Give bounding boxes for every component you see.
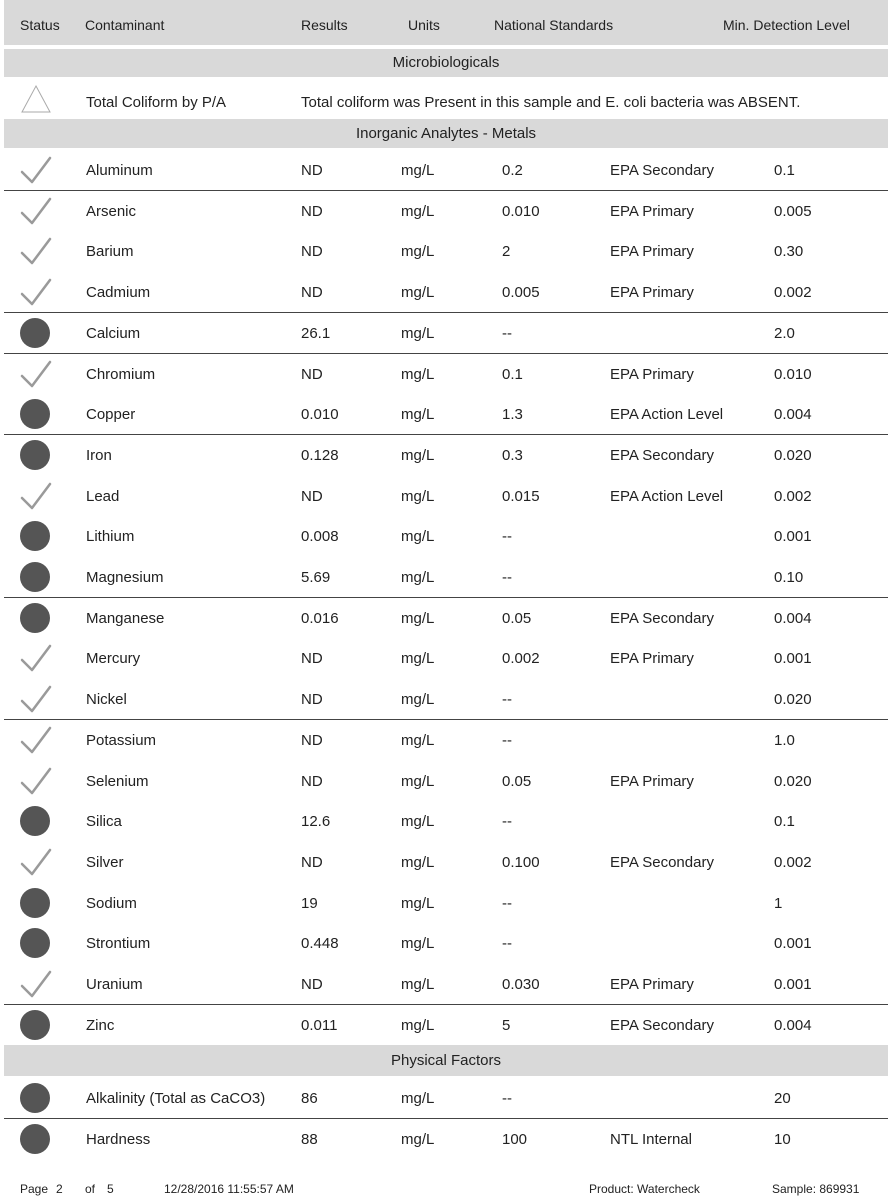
header-national-standards: National Standards: [494, 17, 614, 33]
contaminant-name: Aluminum: [86, 162, 153, 179]
status-dot-icon: [20, 603, 50, 633]
status-dot-icon: [20, 562, 50, 592]
result-value: 0.008: [301, 528, 339, 546]
section-metals: Inorganic Analytes - Metals: [4, 119, 888, 148]
unit-value: mg/L: [401, 528, 435, 546]
checkmark-icon: [20, 481, 50, 511]
contaminant-name: Chromium: [86, 365, 156, 383]
mdl-value: 0.1: [774, 162, 795, 179]
mdl-value: 0.020: [774, 772, 812, 790]
unit-value: mg/L: [401, 1090, 435, 1107]
result-value: 0.128: [301, 446, 339, 464]
header-status: Status: [20, 17, 60, 33]
unit-value: mg/L: [401, 365, 435, 383]
result-value: ND: [301, 365, 323, 383]
table-row: [4, 800, 888, 841]
standard-value: 0.100: [502, 853, 540, 871]
standard-value: 0.3: [502, 446, 523, 464]
table-row: [4, 434, 888, 475]
result-value: 88: [301, 1130, 318, 1148]
contaminant-name: Potassium: [86, 731, 157, 749]
coliform-name: Total Coliform by P/A: [86, 94, 227, 111]
standard-value: 0.010: [502, 202, 540, 220]
table-row: [4, 271, 888, 313]
standard-type: EPA Action Level: [610, 406, 724, 424]
standard-value: 0.1: [502, 365, 523, 383]
standard-value: --: [502, 528, 512, 546]
mdl-value: 0.005: [774, 202, 812, 220]
standard-value: --: [502, 1090, 512, 1107]
table-row: [4, 230, 888, 271]
standard-value: 0.05: [502, 609, 532, 627]
mdl-value: 10: [774, 1130, 791, 1148]
contaminant-name: Magnesium: [86, 569, 164, 586]
result-value: ND: [301, 650, 323, 668]
table-row: [4, 882, 888, 923]
result-value: 0.010: [301, 406, 339, 424]
footer-timestamp: 12/28/2016 11:55:57 AM: [164, 1182, 294, 1196]
unit-value: mg/L: [401, 284, 435, 302]
mdl-value: 1: [774, 894, 783, 912]
standard-value: 2: [502, 243, 511, 261]
mdl-value: 1.0: [774, 731, 795, 749]
mdl-value: 0.001: [774, 935, 812, 953]
header-min-detection-level: Min. Detection Level: [723, 17, 850, 33]
table-row: [4, 515, 888, 556]
standard-value: 0.015: [502, 487, 540, 505]
result-value: ND: [301, 772, 323, 790]
mdl-value: 0.004: [774, 1016, 812, 1034]
result-value: ND: [301, 162, 323, 179]
contaminant-name: Silica: [86, 813, 122, 831]
standard-value: --: [502, 935, 512, 953]
table-row: [4, 393, 888, 435]
standard-value: 5: [502, 1016, 511, 1034]
unit-value: mg/L: [401, 691, 435, 709]
unit-value: mg/L: [401, 406, 435, 424]
standard-value: 1.3: [502, 406, 523, 424]
contaminant-name: Cadmium: [86, 284, 151, 302]
checkmark-icon: [20, 725, 50, 755]
standard-value: --: [502, 569, 512, 586]
footer-product: Product: Watercheck: [589, 1182, 700, 1196]
unit-value: mg/L: [401, 569, 435, 586]
unit-value: mg/L: [401, 1130, 435, 1148]
standard-value: 0.002: [502, 650, 540, 668]
standard-type: EPA Primary: [610, 650, 694, 668]
mdl-value: 0.020: [774, 691, 812, 709]
section-physical-factors: Physical Factors: [4, 1045, 888, 1076]
mdl-value: 0.004: [774, 609, 812, 627]
contaminant-name: Uranium: [86, 976, 143, 993]
contaminant-name: Sodium: [86, 894, 137, 912]
status-dot-icon: [20, 399, 50, 429]
contaminant-name: Selenium: [86, 772, 149, 790]
mdl-value: 0.002: [774, 284, 812, 302]
mdl-value: 0.001: [774, 528, 812, 546]
unit-value: mg/L: [401, 1016, 435, 1034]
table-row: [4, 1004, 888, 1045]
standard-type: EPA Primary: [610, 243, 694, 261]
standard-value: 0.2: [502, 162, 523, 179]
unit-value: mg/L: [401, 446, 435, 464]
unit-value: mg/L: [401, 935, 435, 953]
mdl-value: 0.30: [774, 243, 804, 261]
contaminant-name: Calcium: [86, 324, 141, 342]
contaminant-name: Manganese: [86, 609, 165, 627]
mdl-value: 0.10: [774, 569, 804, 586]
checkmark-icon: [20, 277, 50, 307]
status-dot-icon: [20, 1083, 50, 1113]
contaminant-name: Zinc: [86, 1016, 115, 1034]
table-header: [4, 0, 888, 45]
standard-type: EPA Secondary: [610, 446, 714, 464]
standard-value: 0.05: [502, 772, 532, 790]
standard-type: EPA Primary: [610, 284, 694, 302]
unit-value: mg/L: [401, 731, 435, 749]
standard-type: EPA Secondary: [610, 1016, 714, 1034]
standard-value: 0.030: [502, 976, 540, 993]
contaminant-name: Mercury: [86, 650, 141, 668]
section-microbiologicals: Microbiologicals: [4, 49, 888, 77]
standard-value: --: [502, 731, 512, 749]
unit-value: mg/L: [401, 853, 435, 871]
checkmark-icon: [20, 155, 50, 185]
result-value: ND: [301, 202, 323, 220]
status-dot-icon: [20, 1010, 50, 1040]
footer-of-label: of: [85, 1182, 96, 1196]
checkmark-icon: [20, 847, 50, 877]
table-row: [4, 190, 888, 231]
checkmark-icon: [20, 359, 50, 389]
checkmark-icon: [20, 643, 50, 673]
unit-value: mg/L: [401, 162, 435, 179]
unit-value: mg/L: [401, 609, 435, 627]
unit-value: mg/L: [401, 202, 435, 220]
contaminant-name: Hardness: [86, 1130, 151, 1148]
mdl-value: 0.004: [774, 406, 812, 424]
table-row: [4, 719, 888, 760]
table-row: [4, 1118, 888, 1159]
result-value: 0.448: [301, 935, 339, 953]
header-results: Results: [301, 17, 348, 33]
contaminant-name: Nickel: [86, 691, 127, 709]
table-row: [4, 475, 888, 516]
checkmark-icon: [20, 766, 50, 796]
standard-value: 0.005: [502, 284, 540, 302]
contaminant-name: Alkalinity (Total as CaCO3): [86, 1090, 266, 1107]
result-value: 86: [301, 1090, 318, 1107]
standard-value: --: [502, 691, 512, 709]
contaminant-name: Arsenic: [86, 202, 137, 220]
standard-type: EPA Primary: [610, 365, 694, 383]
result-value: 5.69: [301, 569, 331, 586]
result-value: 26.1: [301, 324, 331, 342]
mdl-value: 0.1: [774, 813, 795, 831]
table-row: [4, 841, 888, 882]
table-row: [4, 678, 888, 720]
result-value: ND: [301, 853, 323, 871]
table-row: [4, 149, 888, 191]
mdl-value: 0.002: [774, 853, 812, 871]
contaminant-name: Copper: [86, 406, 136, 424]
contaminant-name: Strontium: [86, 935, 151, 953]
result-value: 0.011: [301, 1016, 338, 1034]
warning-triangle-icon: [20, 84, 50, 114]
result-value: ND: [301, 976, 323, 993]
table-row: [4, 1077, 888, 1119]
standard-value: 100: [502, 1130, 528, 1148]
result-value: 12.6: [301, 813, 331, 831]
mdl-value: 2.0: [774, 324, 795, 342]
unit-value: mg/L: [401, 487, 435, 505]
result-value: ND: [301, 284, 323, 302]
footer-page-number: 2: [56, 1182, 63, 1196]
unit-value: mg/L: [401, 894, 435, 912]
standard-type: NTL Internal: [610, 1130, 692, 1148]
result-value: ND: [301, 487, 323, 505]
standard-type: EPA Secondary: [610, 162, 714, 179]
contaminant-name: Barium: [86, 243, 134, 261]
footer-page-total: 5: [107, 1182, 114, 1196]
unit-value: mg/L: [401, 650, 435, 668]
standard-type: EPA Action Level: [610, 487, 724, 505]
coliform-row: [4, 81, 888, 118]
table-row: [4, 963, 888, 1005]
standard-type: EPA Primary: [610, 202, 694, 220]
unit-value: mg/L: [401, 324, 435, 342]
result-value: 0.016: [301, 609, 339, 627]
checkmark-icon: [20, 969, 50, 999]
table-row: [4, 922, 888, 963]
mdl-value: 0.010: [774, 365, 812, 383]
unit-value: mg/L: [401, 976, 435, 993]
mdl-value: 0.001: [774, 650, 812, 668]
result-value: 19: [301, 894, 318, 912]
result-value: ND: [301, 243, 323, 261]
mdl-value: 0.002: [774, 487, 812, 505]
unit-value: mg/L: [401, 813, 435, 831]
contaminant-name: Silver: [86, 853, 124, 871]
mdl-value: 0.020: [774, 446, 812, 464]
checkmark-icon: [20, 236, 50, 266]
table-row: [4, 637, 888, 678]
standard-type: EPA Primary: [610, 772, 694, 790]
footer-sample: Sample: 869931: [772, 1182, 860, 1196]
contaminant-name: Lead: [86, 487, 120, 505]
result-value: ND: [301, 731, 323, 749]
table-row: [4, 312, 888, 354]
contaminant-name: Iron: [86, 446, 112, 464]
status-dot-icon: [20, 1124, 50, 1154]
status-dot-icon: [20, 318, 50, 348]
coliform-note: Total coliform was Present in this sample and E. coli bacteria was ABSENT.: [301, 94, 801, 111]
checkmark-icon: [20, 684, 50, 714]
status-dot-icon: [20, 440, 50, 470]
standard-value: --: [502, 324, 512, 342]
status-dot-icon: [20, 888, 50, 918]
standard-value: --: [502, 813, 512, 831]
contaminant-name: Lithium: [86, 528, 135, 546]
header-contaminant: Contaminant: [85, 17, 165, 33]
table-row: [4, 556, 888, 598]
standard-type: EPA Primary: [610, 976, 694, 993]
standard-value: --: [502, 894, 512, 912]
mdl-value: 0.001: [774, 976, 812, 993]
unit-value: mg/L: [401, 243, 435, 261]
status-dot-icon: [20, 806, 50, 836]
result-value: ND: [301, 691, 323, 709]
table-row: [4, 760, 888, 801]
standard-type: EPA Secondary: [610, 853, 714, 871]
unit-value: mg/L: [401, 772, 435, 790]
mdl-value: 20: [774, 1090, 791, 1107]
status-dot-icon: [20, 521, 50, 551]
table-row: [4, 353, 888, 394]
header-units: Units: [408, 17, 440, 33]
footer-page-label: Page: [20, 1182, 49, 1196]
checkmark-icon: [20, 196, 50, 226]
status-dot-icon: [20, 928, 50, 958]
table-row: [4, 597, 888, 638]
standard-type: EPA Secondary: [610, 609, 714, 627]
